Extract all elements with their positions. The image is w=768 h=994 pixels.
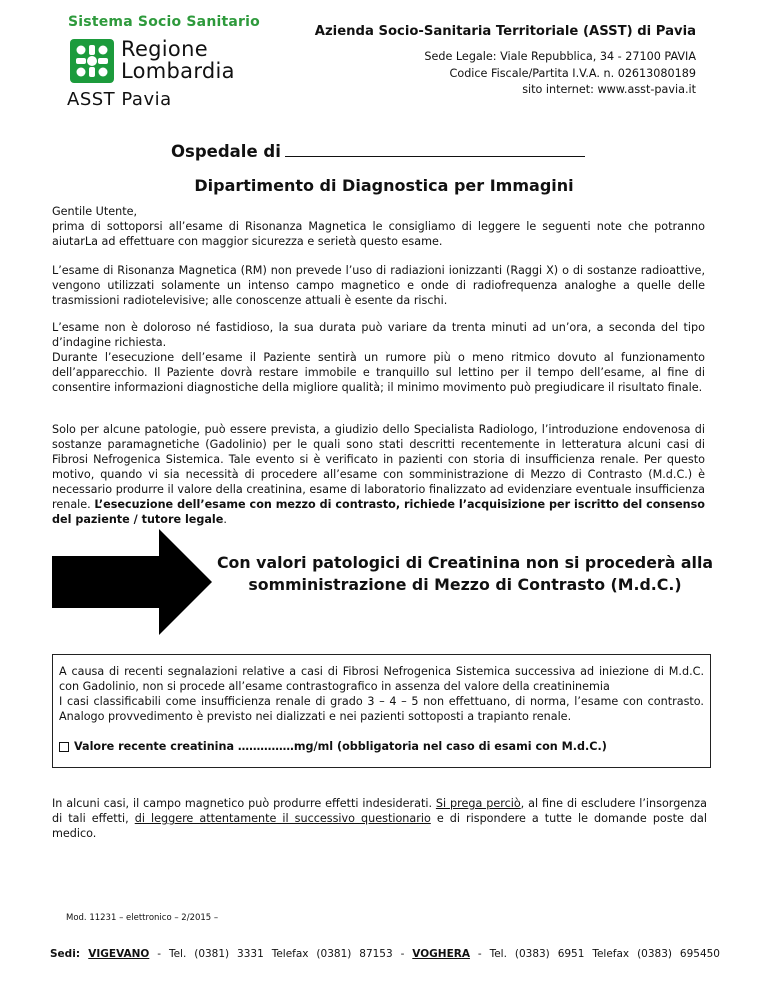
contrasto-text-main: Solo per alcune patologie, può essere prevista, a giudizio dello Specialista Radiologo, l’introduzione endovenosa di sostanze paramagnetiche (Gadolinio) per le quali sono stati descritti recentemente in letteratura alcuni casi di Fibrosi Nefrogenica Sistemica. Tale evento si è verificato in pazienti con storia di insufficienza renale. Per questo motivo, quando vi sia necessità di procedere all’esame con somministrazione di Mezzo di Contrasto (M.d.C.) è necessario produrre il valore della creatinina, esame di laboratorio finalizzato ad evidenziare eventuale insufficienza renale.: [52, 423, 705, 511]
sede-legale: Sede Legale: Viale Repubblica, 34 - 27100 PAVIA: [424, 50, 696, 63]
department-title: Dipartimento di Diagnostica per Immagini: [194, 176, 574, 195]
creatinina-checkbox[interactable]: [59, 742, 69, 752]
asst-name: ASST Pavia: [67, 89, 172, 110]
rm-paragraph: [52, 263, 705, 308]
contrasto-text-end: .: [223, 513, 227, 526]
intro-paragraph: [52, 204, 705, 249]
contrasto-paragraph: [52, 422, 705, 527]
ospedale-blank-line: [285, 144, 585, 157]
creatinina-label: Valore recente creatinina ……………mg/ml (obbligatoria nel caso di esami con M.d.C.): [74, 740, 607, 753]
footer-city-voghera: VOGHERA: [412, 948, 470, 960]
rm-text: L’esame di Risonanza Magnetica (RM) non prevede l’uso di radiazioni ionizzanti (Raggi X) o di sostanze radioattive, vengono utilizzati solamente un intenso campo magnetico e onde di radiofrequenza analoghe a quelle delle trasmissioni radiotelevisive; alle conoscenze attuali è esente da rischi.: [52, 264, 705, 307]
right-arrow-icon: [52, 529, 212, 635]
contrasto-text-bold: L’esecuzione dell’esame con mezzo di contrasto, richiede l’acquisizione per iscritto del consenso del paziente / tutore legale: [52, 498, 705, 526]
final-text-underlined-2: di leggere attentamente il successivo questionario: [134, 812, 431, 825]
final-text-1: In alcuni casi, il campo magnetico può produrre effetti indesiderati.: [52, 797, 436, 810]
region-name-line1: Regione: [121, 37, 208, 61]
regione-lombardia-logo-icon: [70, 39, 114, 83]
system-title: Sistema Socio Sanitario: [68, 14, 260, 30]
creatinina-value-field: [59, 740, 607, 753]
intro-text: prima di sottoporsi all’esame di Risonanza Magnetica le consigliamo di leggere le seguenti note che potranno aiutarLa ad effettuare con maggior sicurezza e serietà questo esame.: [52, 220, 705, 248]
final-text-underlined-1: Si prega perciò: [435, 797, 521, 810]
sito-internet: sito internet: www.asst-pavia.it: [522, 83, 696, 96]
contrasto-text: [52, 422, 705, 527]
footer-label: Sedi: [50, 948, 76, 960]
rumore-text: Durante l’esecuzione dell’esame il Paziente sentirà un rumore più o meno ritmico dovuto al funzionamento dell’apparecchio. Il Paziente dovrà restare immobile e tranquillo sul lettino per il tempo dell’esame, al fine di consentire informazioni diagnostiche della migliore qualità; il minimo movimento può pregiudicare il risultato finale.: [52, 351, 705, 394]
final-text-3: e di rispondere a tutte le domande poste dal medico.: [52, 812, 707, 840]
footer-contacts-voghera: - Tel. (0383) 6951 Telefax (0383) 695450: [469, 948, 720, 960]
durata-text: L’esame non è doloroso né fastidioso, la sua durata può variare da trenta minuti ad un’ora, a seconda del tipo d’indagine richiesta.: [52, 321, 705, 349]
greeting: Gentile Utente,: [52, 205, 138, 218]
notice-text-2: I casi classificabili come insufficienza renale di grado 3 – 4 – 5 non effettuano, di norma, l’esame con contrasto. Analogo provvedimento è previsto nei dializzati e nei pazienti sottoposti a trapianto renale.: [59, 695, 704, 723]
footer-city-vigevano: VIGEVANO: [88, 948, 150, 960]
azienda-title: Azienda Socio-Sanitaria Territoriale (ASST) di Pavia: [314, 24, 696, 39]
ospedale-field: [171, 142, 585, 161]
final-text-2: , al fine di escludere l’insorgenza di tali effetti,: [52, 797, 707, 825]
creatinina-warning: Con valori patologici di Creatinina non si procederà alla somministrazione di Mezzo di Contrasto (M.d.C.): [216, 553, 714, 594]
ospedale-label: Ospedale di: [171, 142, 281, 161]
module-reference: Mod. 11231 – elettronico – 2/2015 –: [66, 913, 219, 923]
codice-fiscale: Codice Fiscale/Partita I.V.A. n. 02613080189: [449, 67, 696, 80]
gadolinio-notice-box: [52, 654, 711, 768]
footer-sedi: Sedi: VIGEVANO - Tel. (0381) 3331 Telefax (0381) 87153 - VOGHERA - Tel. (0383) 6951 Telefax (0383) 695450: [50, 948, 720, 960]
final-paragraph: [52, 796, 707, 841]
footer-contacts-vigevano: - Tel. (0381) 3331 Telefax (0381) 87153 -: [149, 948, 413, 960]
durata-paragraph: [52, 320, 705, 395]
region-name-line2: Lombardia: [121, 59, 235, 83]
notice-text-1: A causa di recenti segnalazioni relative a casi di Fibrosi Nefrogenica Sistemica successiva ad iniezione di M.d.C. con Gadolinio, non si procede all’esame contrastografico in assenza del valore della creatininemia: [59, 665, 704, 693]
